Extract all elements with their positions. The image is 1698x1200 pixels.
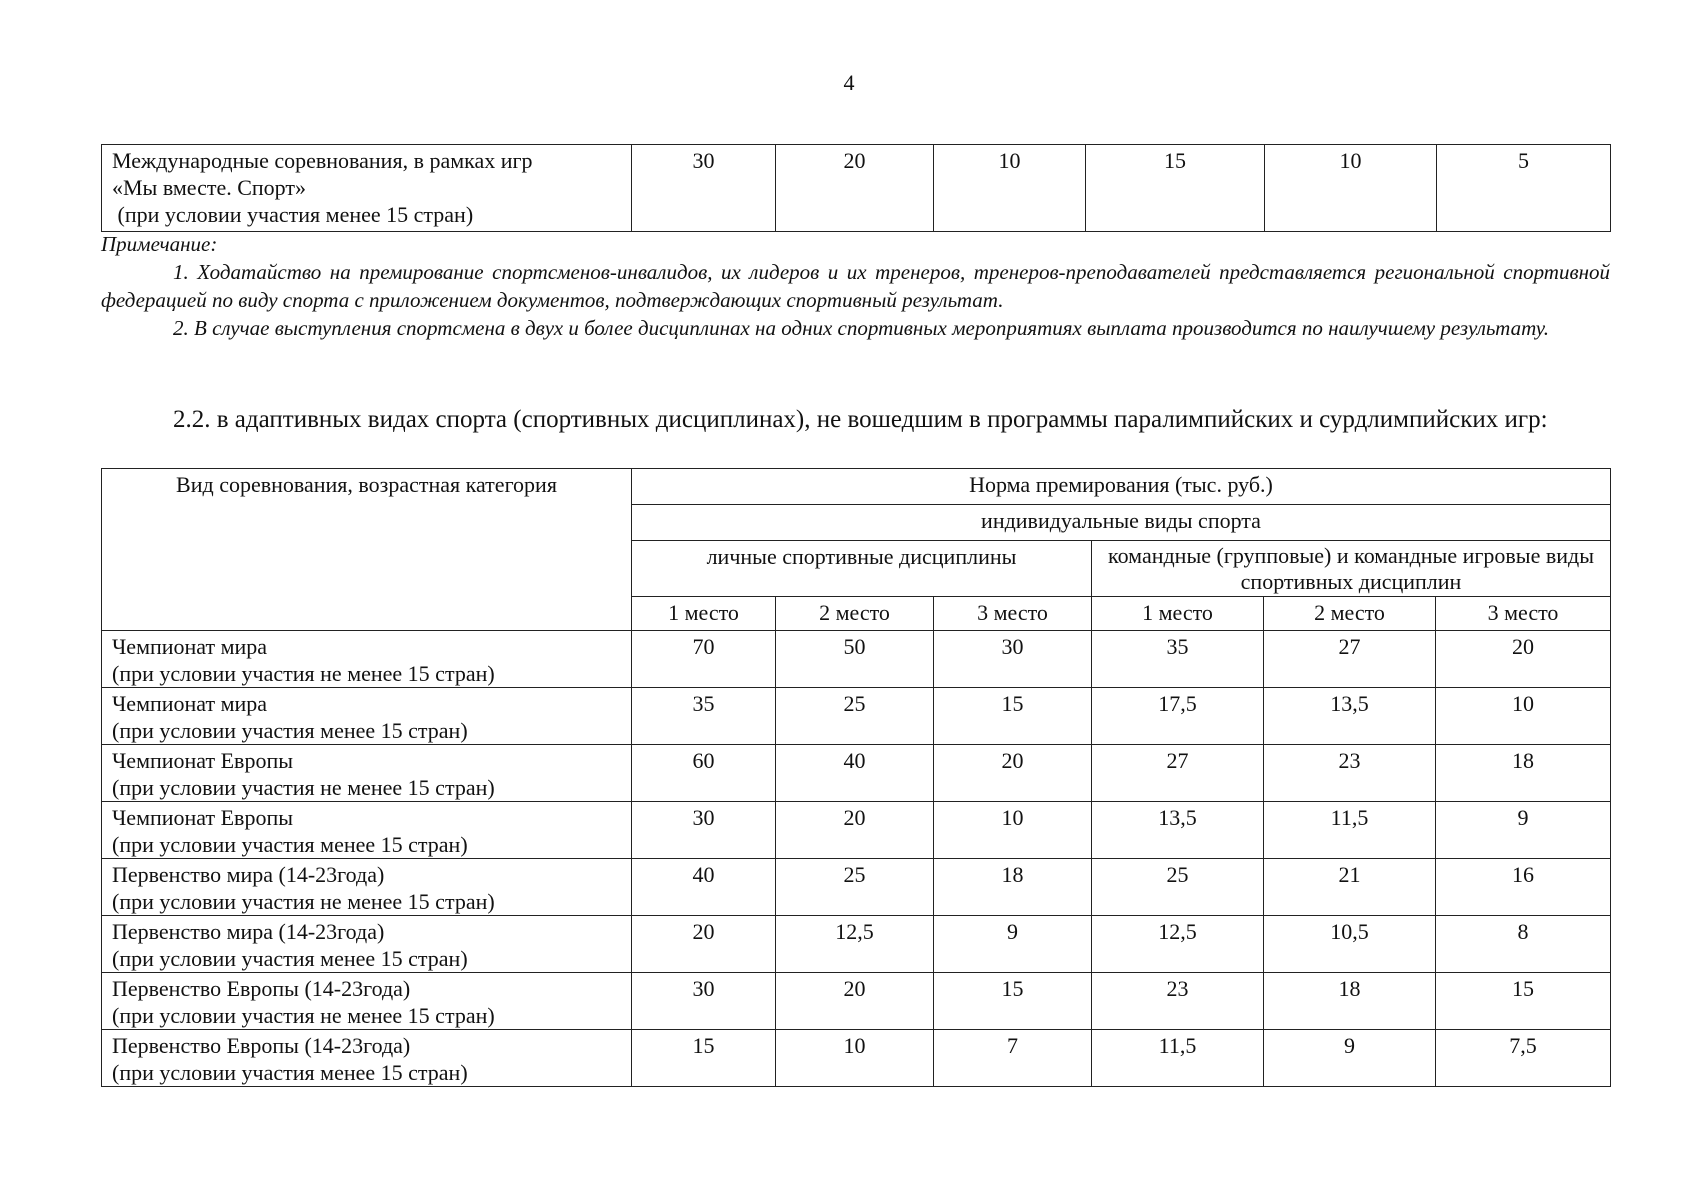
value-cell: 13,5 xyxy=(1092,802,1264,859)
competition-label xyxy=(102,973,632,1030)
value-cell: 18 xyxy=(1264,973,1436,1030)
value-cell: 10 xyxy=(1436,688,1611,745)
competition-name: Первенство Европы (14-23года) xyxy=(112,1033,411,1058)
value-cell: 60 xyxy=(632,745,776,802)
competition-condition: (при условии участия не менее 15 стран) xyxy=(112,661,495,686)
value-cell: 25 xyxy=(776,859,934,916)
value-cell: 21 xyxy=(1264,859,1436,916)
value-cell: 70 xyxy=(632,631,776,688)
competition-label xyxy=(102,1030,632,1087)
competition-name: Чемпионат мира xyxy=(112,634,268,659)
value-cell: 30 xyxy=(632,973,776,1030)
note-paragraph-1: 1. Ходатайство на премирование спортсменов-инвалидов, их лидеров и их тренеров, тренеров-преподавателей представляется региональной спортивной федерацией по виду спорта с приложением документов, подтверждающих спортивный результат. xyxy=(101,260,1610,312)
value-cell: 30 xyxy=(632,802,776,859)
competition-label xyxy=(102,631,632,688)
value-cell: 27 xyxy=(1092,745,1264,802)
competition-label xyxy=(102,688,632,745)
value-cell: 11,5 xyxy=(1264,802,1436,859)
competition-label xyxy=(102,745,632,802)
competition-name: Чемпионат Европы xyxy=(112,748,293,773)
table-body xyxy=(102,631,1611,1087)
competition-condition: (при условии участия менее 15 стран) xyxy=(112,946,468,971)
table-row xyxy=(102,859,1611,916)
value-cell: 9 xyxy=(1436,802,1611,859)
value-cell: 10 xyxy=(934,145,1086,232)
value-cell: 7 xyxy=(934,1030,1092,1087)
table-row xyxy=(102,802,1611,859)
value-cell: 10 xyxy=(1265,145,1437,232)
value-cell: 15 xyxy=(1086,145,1265,232)
team-disciplines-header: командные (групповые) и командные игровые виды спортивных дисциплин xyxy=(1092,541,1611,597)
value-cell: 15 xyxy=(934,688,1092,745)
place-header: 3 место xyxy=(1436,597,1611,631)
value-cell: 9 xyxy=(934,916,1092,973)
individual-sports-header: индивидуальные виды спорта xyxy=(632,505,1611,541)
value-cell: 35 xyxy=(632,688,776,745)
value-cell: 35 xyxy=(1092,631,1264,688)
value-cell: 23 xyxy=(1092,973,1264,1030)
note-title: Примечание: xyxy=(101,232,218,256)
personal-disciplines-header: личные спортивные дисциплины xyxy=(632,541,1092,597)
value-cell: 16 xyxy=(1436,859,1611,916)
value-cell: 7,5 xyxy=(1436,1030,1611,1087)
value-cell: 9 xyxy=(1264,1030,1436,1087)
competition-name: Чемпионат Европы xyxy=(112,805,293,830)
value-cell: 11,5 xyxy=(1092,1030,1264,1087)
value-cell: 13,5 xyxy=(1264,688,1436,745)
row-label xyxy=(102,145,632,232)
table-row xyxy=(102,688,1611,745)
value-cell: 30 xyxy=(632,145,776,232)
table-row xyxy=(102,973,1611,1030)
competition-name: Первенство мира (14-23года) xyxy=(112,919,385,944)
value-cell: 5 xyxy=(1437,145,1611,232)
bonus-norms-table xyxy=(101,468,1611,1087)
competition-label xyxy=(102,859,632,916)
page-number: 4 xyxy=(843,70,855,95)
place-header: 3 место xyxy=(934,597,1092,631)
competition-name: Первенство мира (14-23года) xyxy=(112,862,385,887)
value-cell: 20 xyxy=(776,802,934,859)
competition-condition: (при условии участия менее 15 стран) xyxy=(112,832,468,857)
competition-condition: (при условии участия не менее 15 стран) xyxy=(112,1003,495,1028)
value-cell: 10 xyxy=(934,802,1092,859)
norm-header: Норма премирования (тыс. руб.) xyxy=(632,469,1611,505)
value-cell: 15 xyxy=(632,1030,776,1087)
value-cell: 25 xyxy=(776,688,934,745)
value-cell: 20 xyxy=(934,745,1092,802)
competition-condition: (при условии участия менее 15 стран) xyxy=(112,1060,468,1085)
value-cell: 20 xyxy=(1436,631,1611,688)
competition-type-header: Вид соревнования, возрастная категория xyxy=(102,469,632,631)
label-line: Международные соревнования, в рамках игр xyxy=(112,148,533,173)
value-cell: 18 xyxy=(934,859,1092,916)
table-row xyxy=(102,745,1611,802)
label-line: (при условии участия менее 15 стран) xyxy=(112,202,474,227)
place-header: 1 место xyxy=(1092,597,1264,631)
competition-label xyxy=(102,916,632,973)
place-header: 1 место xyxy=(632,597,776,631)
table-row xyxy=(102,145,1611,232)
value-cell: 23 xyxy=(1264,745,1436,802)
table-row xyxy=(102,1030,1611,1087)
competition-name: Чемпионат мира xyxy=(112,691,268,716)
value-cell: 10,5 xyxy=(1264,916,1436,973)
top-table-continuation xyxy=(101,144,1611,232)
competition-condition: (при условии участия не менее 15 стран) xyxy=(112,775,495,800)
section-heading: 2.2. в адаптивных видах спорта (спортивных дисциплинах), не вошедшим в программы паралимпийских и сурдлимпийских игр: xyxy=(173,406,1548,433)
value-cell: 15 xyxy=(1436,973,1611,1030)
value-cell: 40 xyxy=(776,745,934,802)
value-cell: 20 xyxy=(776,145,934,232)
competition-condition: (при условии участия менее 15 стран) xyxy=(112,718,468,743)
table-row xyxy=(102,631,1611,688)
competition-name: Первенство Европы (14-23года) xyxy=(112,976,411,1001)
value-cell: 12,5 xyxy=(1092,916,1264,973)
place-header: 2 место xyxy=(1264,597,1436,631)
competition-label xyxy=(102,802,632,859)
place-header: 2 место xyxy=(776,597,934,631)
value-cell: 20 xyxy=(776,973,934,1030)
competition-condition: (при условии участия не менее 15 стран) xyxy=(112,889,495,914)
table-row xyxy=(102,916,1611,973)
value-cell: 50 xyxy=(776,631,934,688)
value-cell: 15 xyxy=(934,973,1092,1030)
value-cell: 8 xyxy=(1436,916,1611,973)
value-cell: 27 xyxy=(1264,631,1436,688)
value-cell: 20 xyxy=(632,916,776,973)
value-cell: 12,5 xyxy=(776,916,934,973)
note-paragraph-2: 2. В случае выступления спортсмена в двух и более дисциплинах на одних спортивных мероприятиях выплата производится по наилучшему результату. xyxy=(173,316,1549,340)
value-cell: 25 xyxy=(1092,859,1264,916)
value-cell: 30 xyxy=(934,631,1092,688)
value-cell: 40 xyxy=(632,859,776,916)
value-cell: 18 xyxy=(1436,745,1611,802)
value-cell: 17,5 xyxy=(1092,688,1264,745)
value-cell: 10 xyxy=(776,1030,934,1087)
label-line: «Мы вместе. Спорт» xyxy=(112,175,307,200)
